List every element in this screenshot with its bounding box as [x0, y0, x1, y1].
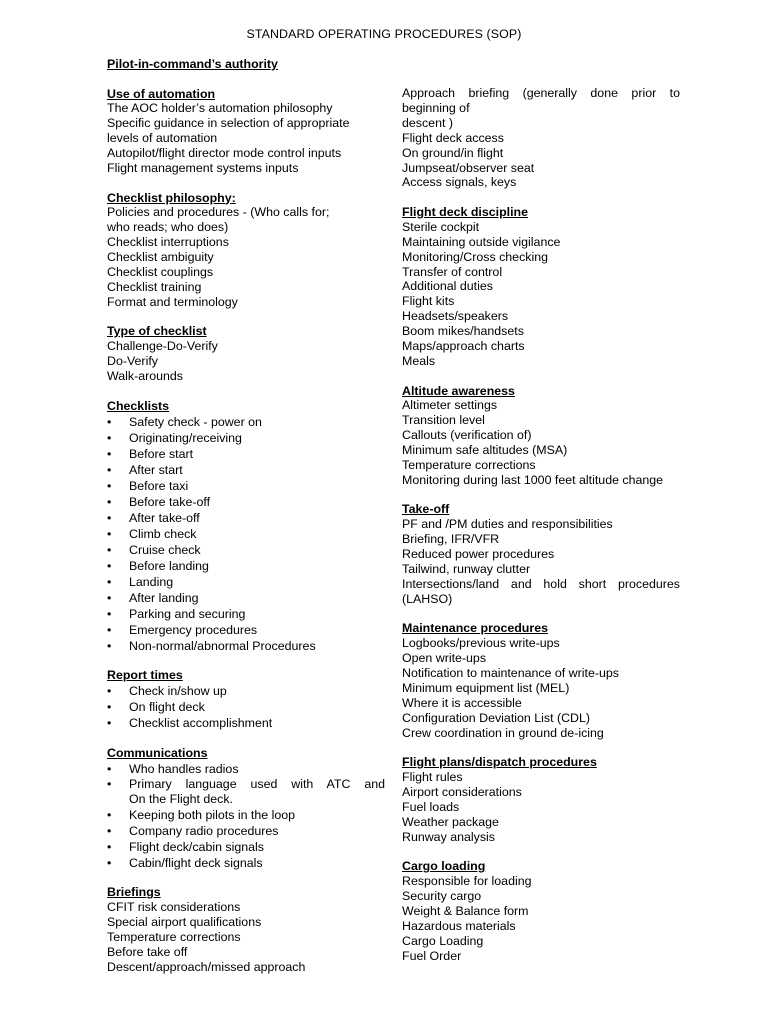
text-line: Flight deck access [402, 130, 504, 145]
section-heading: Use of automation [107, 86, 216, 101]
text-line: Weight & Balance form [402, 903, 529, 918]
section-heading: Altitude awareness [402, 383, 515, 398]
text-line: Flight rules [402, 770, 463, 785]
document-title: STANDARD OPERATING PROCEDURES (SOP) [246, 27, 522, 41]
text-line: Approach briefing (generally done prior to [402, 86, 680, 100]
list-item: • Primary language used with ATC and [107, 777, 385, 792]
text-line: Runway analysis [402, 829, 495, 844]
text-line: descent ) [402, 115, 453, 130]
section-checklists [107, 399, 385, 654]
section-maintenance-procedures [402, 621, 680, 740]
list-item: • Originating/receiving [107, 430, 385, 446]
section-heading: Checklist philosophy: [107, 190, 236, 205]
text-line: On ground/in flight [402, 145, 504, 160]
list-item: • Flight deck/cabin signals [107, 839, 385, 855]
text-line: Altimeter settings [402, 398, 498, 413]
section-heading: Take-off [402, 502, 450, 517]
text-line: Cargo Loading [402, 933, 484, 948]
text-line: Logbooks/previous write-ups [402, 636, 560, 651]
section-heading: Communications [107, 745, 208, 760]
list-item: • After landing [107, 590, 385, 606]
section-pic-authority [107, 57, 385, 72]
text-line: Open write-ups [402, 651, 487, 666]
text-line: Maps/approach charts [402, 339, 525, 354]
text-line: Challenge-Do-Verify [107, 339, 218, 354]
section-heading: Briefings [107, 885, 161, 900]
bullet-list [107, 683, 385, 731]
list-item: • After start [107, 462, 385, 478]
list-item: • Before start [107, 446, 385, 462]
list-item: • Keeping both pilots in the loop [107, 807, 385, 823]
section-checklist-philosophy [107, 191, 385, 310]
text-line: Reduced power procedures [402, 547, 555, 562]
text-line: Headsets/speakers [402, 309, 509, 324]
text-line: Where it is accessible [402, 695, 522, 710]
text-line: Checklist training [107, 279, 202, 294]
left-column [107, 57, 385, 989]
text-line: Format and terminology [107, 294, 238, 309]
section-heading: Type of checklist [107, 324, 207, 339]
list-item: • Before take-off [107, 494, 385, 510]
section-heading: Flight deck discipline [402, 204, 528, 219]
text-line: levels of automation [107, 131, 218, 146]
list-item: • Climb check [107, 526, 385, 542]
list-item: • Cruise check [107, 542, 385, 558]
text-line: Security cargo [402, 889, 482, 904]
text-line: Flight management systems inputs [107, 161, 299, 176]
list-item: • Who handles radios [107, 761, 385, 777]
list-item: • Before taxi [107, 478, 385, 494]
section-briefings [107, 885, 385, 974]
list-item: • Landing [107, 574, 385, 590]
text-line: Callouts (verification of) [402, 428, 532, 443]
text-line: Flight kits [402, 294, 455, 309]
text-line: Sterile cockpit [402, 219, 480, 234]
list-item-continuation: On the Flight deck. [129, 791, 233, 806]
text-line: Descent/approach/missed approach [107, 959, 306, 974]
text-line: Walk-arounds [107, 369, 183, 384]
text-line: Fuel loads [402, 799, 460, 814]
text-line: Policies and procedures - (Who calls for; [107, 205, 330, 220]
right-column [402, 86, 680, 978]
list-item: • Checklist accomplishment [107, 715, 385, 731]
text-line: Briefing, IFR/VFR [402, 532, 500, 547]
text-line: Boom mikes/handsets [402, 324, 524, 339]
text-line: Specific guidance in selection of appropriate [107, 116, 350, 131]
list-item: • Non-normal/abnormal Procedures [107, 638, 385, 654]
section-heading: Cargo loading [402, 859, 486, 874]
text-line: Transfer of control [402, 264, 503, 279]
bullet-list [107, 414, 385, 654]
text-line: Do-Verify [107, 354, 158, 369]
text-line: Monitoring/Cross checking [402, 249, 548, 264]
text-line: Crew coordination in ground de-icing [402, 725, 604, 740]
section-type-of-checklist [107, 324, 385, 384]
section-use-of-automation [107, 87, 385, 176]
text-line: Before take off [107, 945, 188, 960]
text-line: CFIT risk considerations [107, 900, 241, 915]
text-line: Checklist ambiguity [107, 250, 214, 265]
text-line: Checklist couplings [107, 265, 214, 280]
section-heading: Flight plans/dispatch procedures [402, 755, 597, 770]
text-line: Access signals, keys [402, 175, 517, 190]
section-communications [107, 746, 385, 871]
text-line: Tailwind, runway clutter [402, 562, 531, 577]
section-take-off [402, 502, 680, 606]
section-report-times [107, 668, 385, 731]
text-line: Maintaining outside vigilance [402, 234, 561, 249]
text-line: who reads; who does) [107, 220, 229, 235]
section-flight-plans-dispatch [402, 755, 680, 844]
text-line: Meals [402, 354, 436, 368]
text-line: Weather package [402, 814, 499, 829]
text-line: (LAHSO) [402, 591, 453, 606]
text-line: Monitoring during last 1000 feet altitude change [402, 472, 664, 487]
text-line: Autopilot/flight director mode control inputs [107, 146, 342, 161]
section-cargo-loading [402, 859, 680, 963]
list-item: • After take-off [107, 510, 385, 526]
text-line: Temperature corrections [402, 458, 536, 473]
list-item: • Before landing [107, 558, 385, 574]
section-heading: Checklists [107, 398, 169, 413]
list-item: • Cabin/flight deck signals [107, 855, 385, 871]
text-line: Hazardous materials [402, 918, 516, 933]
text-line: Responsible for loading [402, 874, 532, 889]
text-line: PF and /PM duties and responsibilities [402, 517, 613, 532]
text-line: Checklist interruptions [107, 235, 229, 250]
text-line: Transition level [402, 413, 485, 428]
text-line: Special airport qualifications [107, 915, 262, 930]
list-item: • On flight deck [107, 699, 385, 715]
section-heading: Report times [107, 668, 183, 683]
section-heading: Pilot-in-command’s authority [107, 57, 278, 71]
text-line: Additional duties [402, 279, 493, 294]
bullet-list [107, 761, 385, 871]
text-line: Jumpseat/observer seat [402, 160, 535, 175]
section-altitude-awareness [402, 384, 680, 488]
text-line: Minimum safe altitudes (MSA) [402, 443, 568, 458]
text-line: Minimum equipment list (MEL) [402, 681, 570, 695]
list-item: • Safety check - power on [107, 414, 385, 430]
text-line: Intersections/land and hold short procedures [402, 576, 680, 591]
list-item: • Emergency procedures [107, 622, 385, 638]
text-line: Notification to maintenance of write-ups [402, 666, 619, 681]
list-item: • Parking and securing [107, 606, 385, 622]
section-heading: Maintenance procedures [402, 621, 548, 636]
section-briefings-continued [402, 86, 680, 190]
list-item: • Company radio procedures [107, 823, 385, 839]
text-line: Temperature corrections [107, 930, 241, 945]
text-line: beginning of [402, 100, 470, 115]
list-item: • Check in/show up [107, 683, 385, 699]
section-flight-deck-discipline [402, 205, 680, 369]
text-line: Fuel Order [402, 948, 462, 963]
text-line: Airport considerations [402, 785, 522, 800]
text-line: The AOC holder’s automation philosophy [107, 101, 333, 116]
text-line: Configuration Deviation List (CDL) [402, 710, 591, 725]
